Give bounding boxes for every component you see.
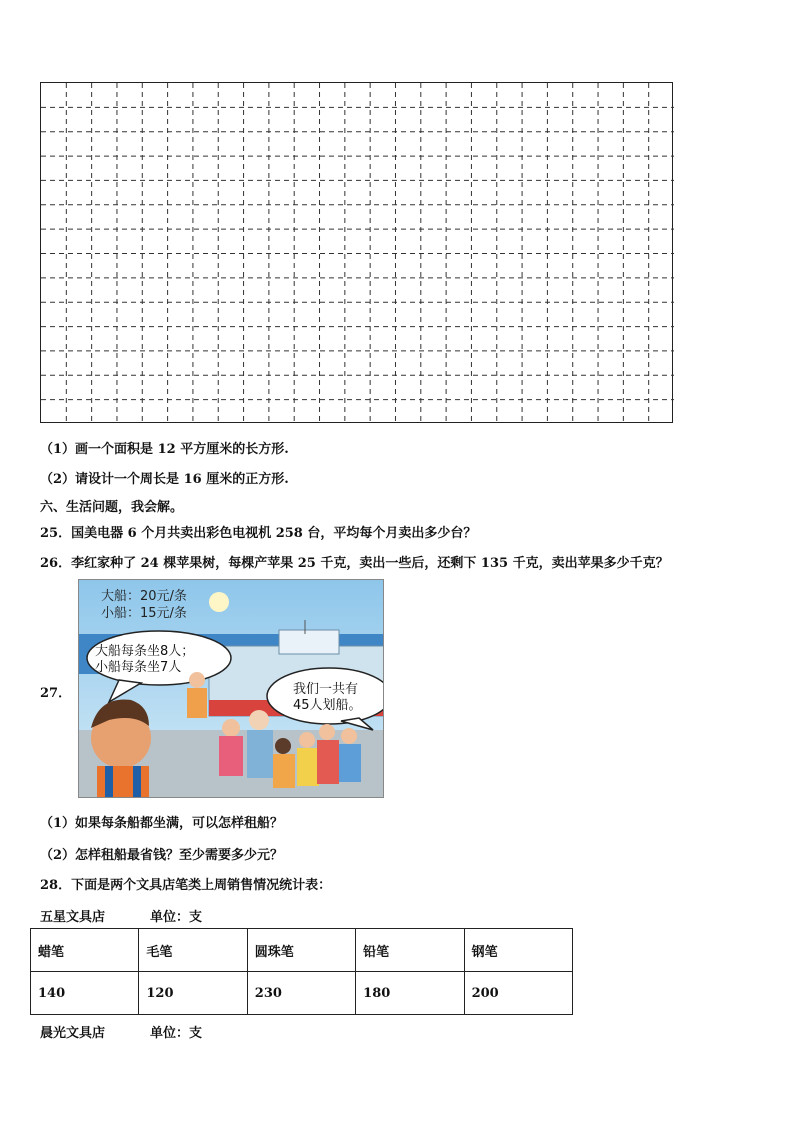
group-speech-bubble — [293, 682, 373, 714]
question-part1-2: （2）请设计一个周长是 16 厘米的正方形. — [40, 472, 289, 487]
question-27-1: （1）如果每条船都坐满，可以怎样租船？ — [40, 816, 284, 831]
small-boat-price: 小船：15元/条 — [101, 606, 187, 621]
store1-title — [40, 906, 203, 925]
table-cell: 钢笔 — [464, 929, 572, 972]
table-cell: 200 — [464, 972, 572, 1015]
question-25: 25．国美电器 6 个月共卖出彩色电视机 258 台，平均每个月卖出多少台？ — [40, 526, 477, 541]
section-heading: 六、生活问题，我会解。 — [40, 500, 184, 515]
table-cell: 180 — [356, 972, 464, 1015]
table-cell: 120 — [139, 972, 247, 1015]
question-26: 26．李红家种了 24 棵苹果树，每棵产苹果 25 千克，卖出一些后，还剩下 135 千克，卖出苹果多少千克？ — [40, 556, 669, 571]
store2-unit: 单位：支 — [150, 1026, 203, 1041]
store2-title — [40, 1022, 203, 1041]
question-part1-1: （1）画一个面积是 12 平方厘米的长方形. — [40, 442, 289, 457]
boat-price-list — [101, 588, 187, 622]
big-boat-price: 大船：20元/条 — [101, 589, 187, 604]
table-cell: 蜡笔 — [31, 929, 139, 972]
question-28: 28．下面是两个文具店笔类上周销售情况统计表： — [40, 878, 332, 893]
table-cell: 230 — [247, 972, 355, 1015]
bubble-line: 小船每条坐7人 — [95, 660, 182, 675]
store1-unit: 单位：支 — [150, 910, 203, 925]
bubble-line: 大船每条坐8人； — [95, 644, 195, 659]
question-27-2: （2）怎样租船最省钱？至少需要多少元？ — [40, 848, 284, 863]
table-cell: 圆珠笔 — [247, 929, 355, 972]
table-cell: 铅笔 — [356, 929, 464, 972]
grid-paper — [40, 82, 673, 423]
question-27-number: 27． — [40, 686, 72, 701]
table-cell: 毛笔 — [139, 929, 247, 972]
table-header-row — [31, 929, 573, 972]
boy-speech-bubble — [95, 644, 221, 676]
bubble-line: 我们一共有 — [293, 682, 359, 697]
table-cell: 140 — [31, 972, 139, 1015]
bubble-line: 45人划船。 — [293, 698, 362, 713]
store1-name: 五星文具店 — [40, 910, 106, 925]
sales-table — [30, 928, 573, 1015]
table-row — [31, 972, 573, 1015]
boat-illustration — [78, 579, 384, 798]
grid-lines — [41, 83, 674, 424]
store2-name: 晨光文具店 — [40, 1026, 106, 1041]
